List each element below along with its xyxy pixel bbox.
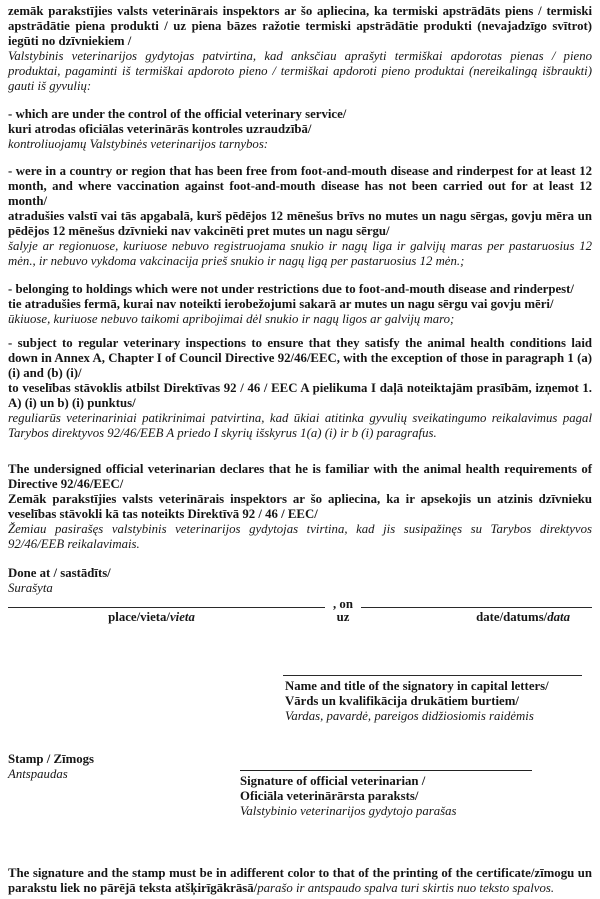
clause-text-lt: reguliarūs veterinariniai patikrinimai patvirtina, kad ūkiai atitinka gyvulių sveikatingumo reikalavimus pagal Tarybos direktyvos 92/46/EEB A priedo I skyrių išskyrus 1(a) (i) ir b (i) paragrafus. [8, 411, 592, 440]
signature-label-en: Signature of official veterinarian / [240, 774, 426, 788]
date-label [361, 610, 592, 625]
footer-note-text [8, 866, 592, 896]
clause-text-en: - which are under the control of the official veterinary service/ [8, 107, 347, 121]
clause-text-lv: atradušies valstī vai tās apgabalā, kurš pēdējos 12 mēnešus brīvs no mutes un nagu sērgas, govju mēra un pēdējos 12 mēnešus dzīvnieki nav vakcinēti pret mutes un nagu sērgu/ [8, 209, 592, 238]
done-at-label: Done at / sastādīts/ [8, 566, 111, 580]
declaration-text-en: The undersigned official veterinarian declares that he is familiar with the animal health requirements of Directive 92/46/EEC/ [8, 462, 592, 491]
stamp-block [8, 752, 94, 782]
clause-text-lv: kuri atrodas oficiālas veterinārās kontroles uzraudzībā/ [8, 122, 312, 136]
clause-text-en: - belonging to holdings which were not under restrictions due to foot-and-mouth disease and rinderpest/ [8, 282, 574, 296]
done-at-label-lt: Surašyta [8, 581, 53, 595]
signature-block [240, 770, 532, 819]
clause-text-lt: ūkiuose, kuriuose nebuvo taikomi apribojimai dėl snukio ir nagų ligos ar galvijų maro; [8, 312, 455, 326]
clause-text-lt: šalyje ar regionuose, kuriuose nebuvo registruojama snukio ir nagų liga ir galvijų maras per pastaruosius 12 mėn., ir nebuvo vykdoma vakcinacija prieš snukio ir nagų ligą per pastaruosius 12 mėn.; [8, 239, 592, 268]
footer-note [8, 866, 592, 896]
clause-text-en: - were in a country or region that has been free from foot-and-mouth disease and rinderpest for at least 12 month, and where vaccination against foot-and-mouth disease has not been carried out for at least 12 month/ [8, 164, 592, 208]
stamp-and-signature-section [8, 750, 592, 832]
clause-holdings-no-restrictions [8, 282, 592, 327]
clause-text-lt: kontroliuojamų Valstybinės veterinarijos tarnybos: [8, 137, 269, 151]
done-at-section [8, 566, 592, 596]
clause-disease-free-country [8, 164, 592, 269]
clause-regular-inspections [8, 336, 592, 441]
signatory-label-lt: Vardas, pavardė, pareigos didžiosiomis raidėmis [285, 709, 534, 723]
signatory-name-block [283, 675, 582, 724]
on-label: , on [333, 597, 353, 611]
place-label-italic: vieta [169, 610, 195, 624]
stamp-label-lt: Antspaudas [8, 767, 68, 781]
clause-text-lv: to veselības stāvoklis atbilst Direktīvas 92 / 46 / EEC A pielikuma I daļā noteiktajām prasībām, izņemot 1. A) (i) un b) (i) punktus/ [8, 381, 592, 410]
signatory-label-en: Name and title of the signatory in capital letters/ [285, 679, 549, 693]
intro-section [8, 4, 592, 94]
undersigned-declaration [8, 462, 592, 552]
declaration-text-lt: Žemiau pasirašęs valstybinis veterinarijos gydytojas tvirtina, kad jis susipažinęs su Tarybos direktyvos 92/46/EEB reikalavimais. [8, 522, 592, 551]
intro-text-lt: Valstybinis veterinarijos gydytojas patvirtina, kad anksčiau aprašyti termiškai apdorotas pienas / pieno produktai, pagaminti iš termiškai apdoroto pieno / termiškai apdoroti pieno produktai (nereikalingą išbraukti) gauti iš gyvulių: [8, 49, 592, 93]
stamp-label: Stamp / Zīmogs [8, 752, 95, 766]
signature-label-lt: Valstybinio veterinarijos gydytojo parašas [240, 804, 457, 818]
intro-text-lv: zemāk parakstījies valsts veterinārais inspektors ar šo apliecina, ka termiski apstrādāts piens / termiski apstrādātie piena produkti / uz piena bāzes ražotie termiski apstrādātie produkti (nevajadzīgo svītrot) iegūti no dzīvniekiem / [8, 4, 592, 48]
signatory-label-lv: Vārds un kvalifikācija drukātiem burtiem/ [285, 694, 519, 708]
place-label-bold: place/vieta/ [108, 610, 170, 624]
date-label-bold: date/datums/ [476, 610, 548, 624]
place-fill-line [8, 596, 325, 608]
footer-note-italic: parašo ir antspaudo spalva turi skirtis nuo teksto spalvos. [257, 881, 555, 895]
signature-label-lv: Oficiāla veterinārārsta paraksts/ [240, 789, 419, 803]
clause-text-en: - subject to regular veterinary inspections to ensure that they satisfy the animal health conditions laid down in Annex A, Chapter I of Council Directive 92/46/EEC, with the exception of those in paragraph 1 (a) (i) and (b) (i)/ [8, 336, 592, 380]
date-fill-line [361, 596, 592, 608]
date-label-italic: data [547, 610, 570, 624]
clause-text-lv: tie atradušies fermā, kurai nav noteikti ierobežojumi sakarā ar mutes un nagu sērgu vai govju mēri/ [8, 297, 554, 311]
place-and-date-row [8, 596, 592, 625]
clause-control-of-veterinary-service [8, 107, 592, 152]
uz-label: uz [336, 610, 350, 624]
declaration-text-lv: Zemāk parakstījies valsts veterinārais inspektors ar šo apliecina, ka ir apsekojis un atzinis dzīvnieku veselības stāvokli kā tas noteikts Direktīvā 92 / 46 / EEC/ [8, 492, 592, 521]
place-label [8, 610, 325, 625]
footer-note-bold: The signature and the stamp must be in adifferent color to that of the printing of the certificate/zīmogu un parakstu liek no pārējā teksta atšķirīgākrāsā/ [8, 866, 592, 895]
